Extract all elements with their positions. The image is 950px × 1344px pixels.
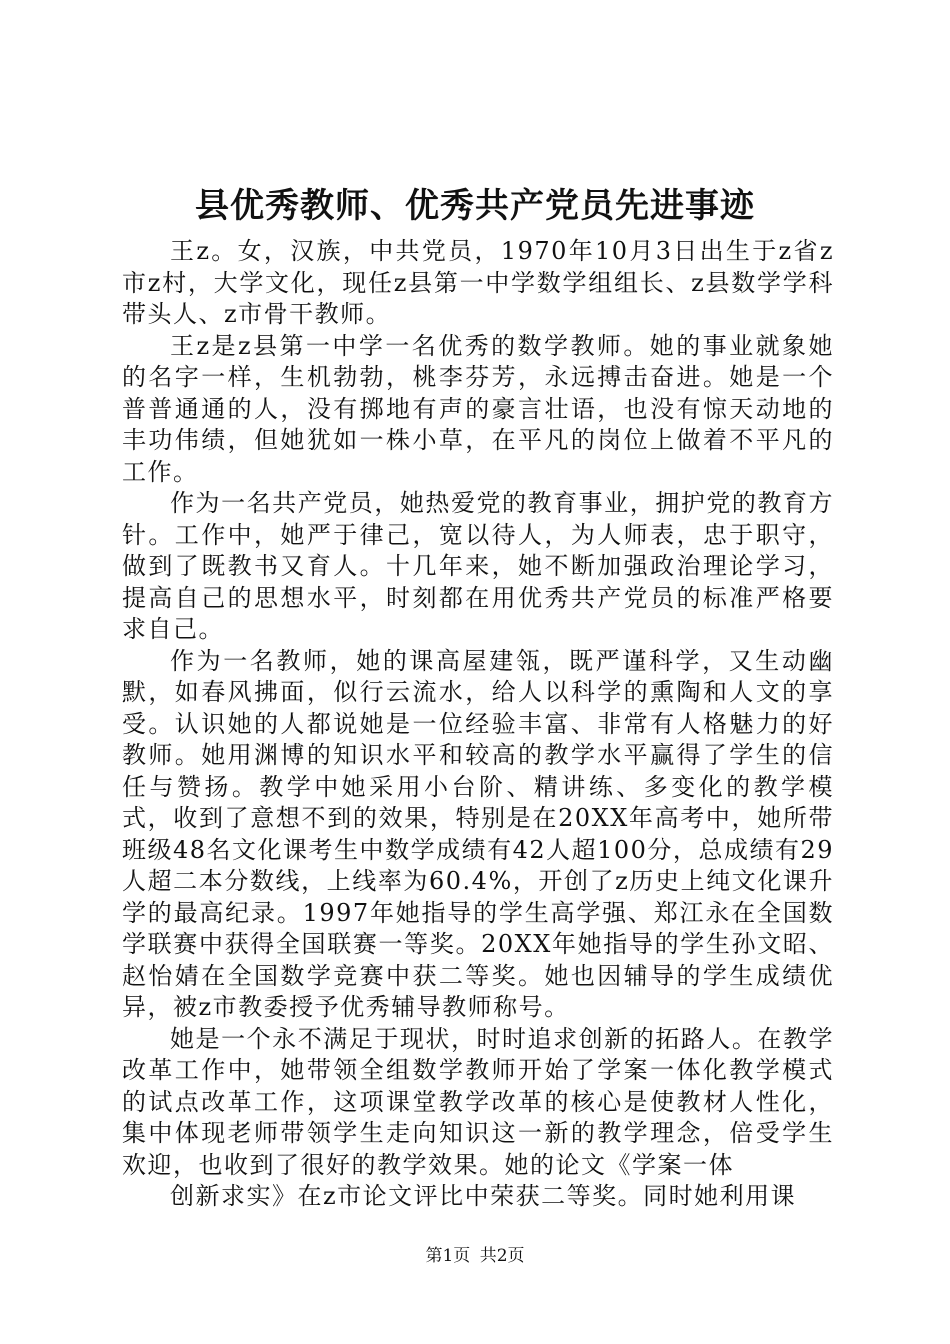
page-total: 共2页 <box>479 1246 525 1266</box>
paragraph-teaching: 作为一名教师，她的课高屋建瓴，既严谨科学，又生动幽默，如春风拂面，似行云流水，给人以科学的熏陶和人文的享受。认识她的人都说她是一位经验丰富、非常有人格魅力的好教师。她用渊博的知识水平和较高的教学水平赢得了学生的信任与赞扬。教学中她采用小台阶、精讲练、多变化的教学模式，收到了意想不到的效果，特别是在20XX年高考中，她所带班级48名文化课考生中数学成绩有42人超100分，总成绩有29人超二本分数线，上线率为60.4%，开创了z历史上纯文化课升学的最高纪录。1997年她指导的学生高学强、郑江永在全国数学联赛中获得全国联赛一等奖。20XX年她指导的学生孙文昭、赵怡婧在全国数学竞赛中获二等奖。她也因辅导的学生成绩优异，被z市教委授予优秀辅导教师称号。 <box>122 646 834 1021</box>
paragraph-continued: 创新求实》在z市论文评比中荣获二等奖。同时她利用课 <box>170 1182 797 1210</box>
paragraph-teacher: 王z是z县第一中学一名优秀的数学教师。她的事业就象她的名字一样，生机勃勃，桃李芬芳，永远搏击奋进。她是一个普普通通的人，没有掷地有声的豪言壮语，也没有惊天动地的丰功伟绩，但她犹如一株小草，在平凡的岗位上做着不平凡的工作。 <box>122 331 834 486</box>
page-number: 第1页 <box>425 1246 471 1266</box>
document-title: 县优秀教师、优秀共产党员先进事迹 <box>195 186 755 226</box>
paragraph-innovation: 她是一个永不满足于现状，时时追求创新的拓路人。在教学改革工作中，她带领全组数学教师开始了学案一体化教学模式的试点改革工作，这项课堂教学改革的核心是使教材人性化，集中体现老师带领学生走向知识这一新的教学理念，倍受学生欢迎，也收到了很好的教学效果。她的论文《学案一体 <box>122 1024 834 1179</box>
paragraph-intro: 王z。女，汉族，中共党员，1970年10月3日出生于z省z市z村，大学文化，现任z县第一中学数学组组长、z县数学学科带头人、z市骨干教师。 <box>122 237 834 328</box>
paragraph-party-member: 作为一名共产党员，她热爱党的教育事业，拥护党的教育方针。工作中，她严于律己，宽以待人，为人师表，忠于职守，做到了既教书又育人。十几年来，她不断加强政治理论学习，提高自己的思想水平，时刻都在用优秀共产党员的标准严格要求自己。 <box>122 489 834 643</box>
page-footer <box>0 1245 950 1267</box>
document-body <box>122 236 834 1213</box>
